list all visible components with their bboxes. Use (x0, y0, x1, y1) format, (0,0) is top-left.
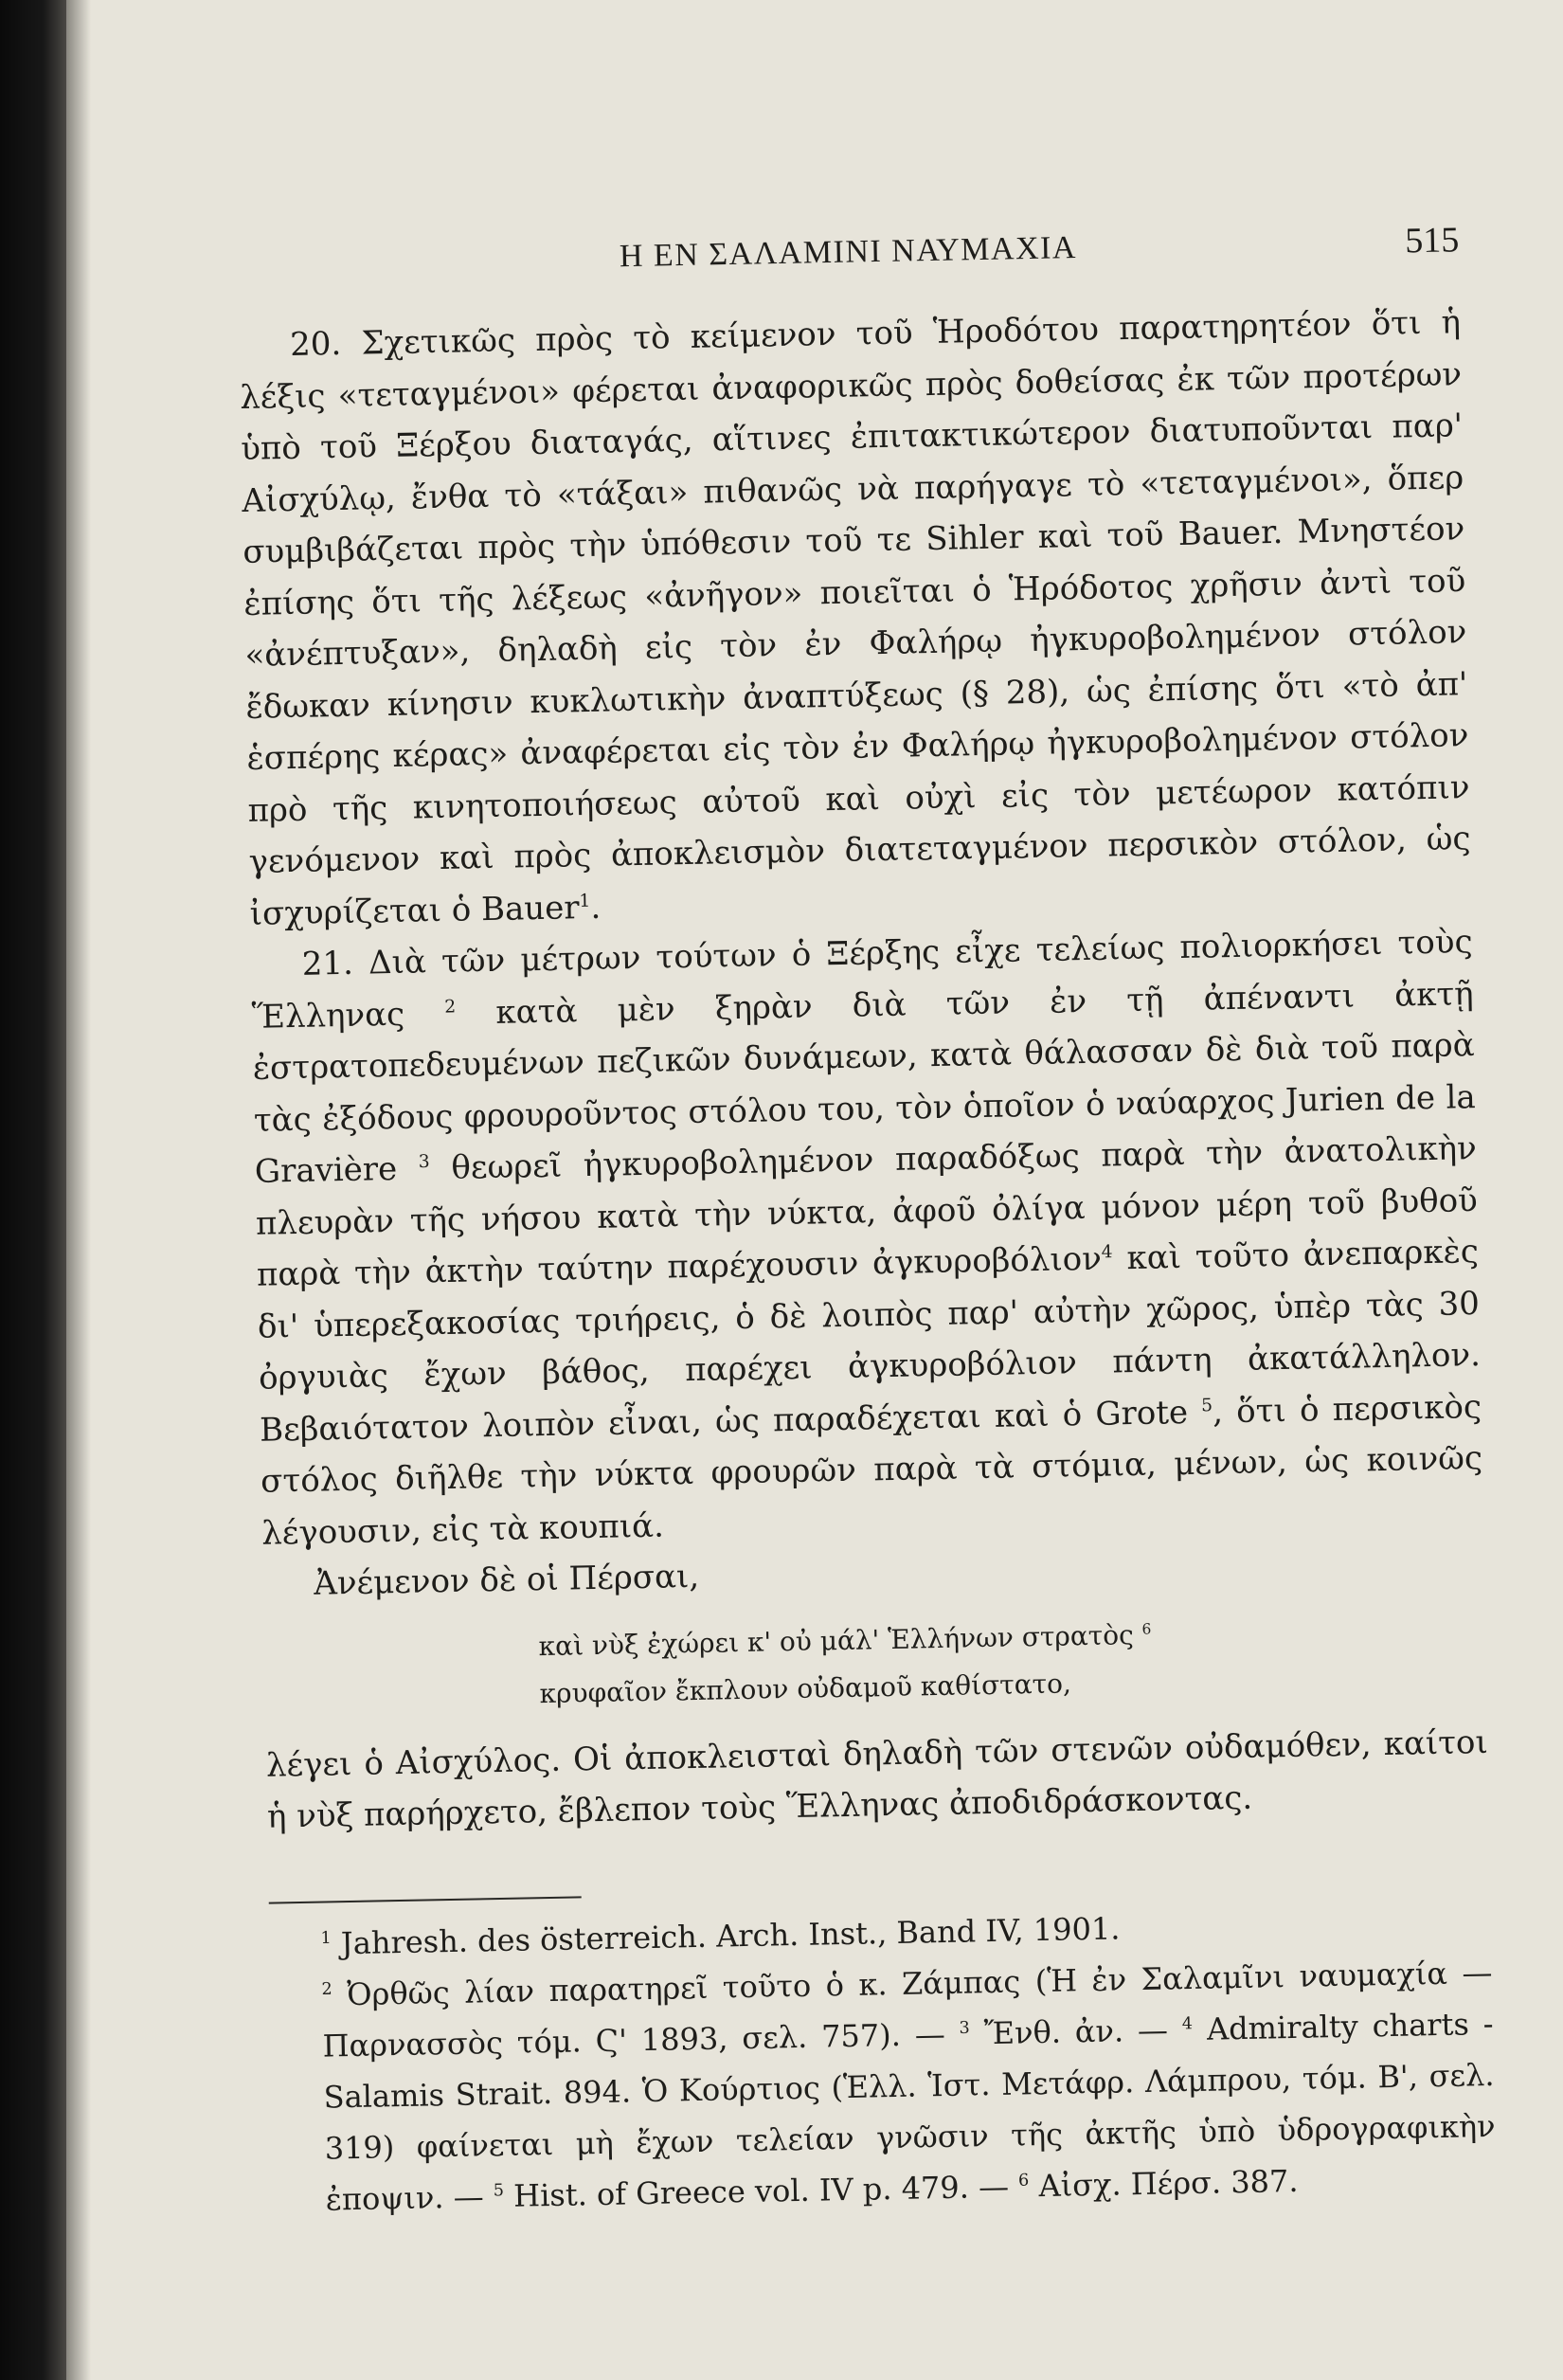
paragraph-21-part-3: θεωρεῖ ἠγκυροβολημένον παραδόξως παρὰ τὴν ἀνατολικὴν πλευρὰν τῆς νήσου κατὰ τὴν νύκτα, ἀφοῦ ὀλίγα μόνον μέρη τοῦ βυθοῦ παρὰ τὴν ἀκτὴν ταύτην παρέχουσιν ἀγκυροβόλιον (255, 1129, 1479, 1294)
footnote-6-text: Αἰσχ. Πέρσ. 387. (1038, 2162, 1299, 2204)
verse-line-2: κρυφαῖον ἔκπλουν οὐδαμοῦ καθίστατο, (539, 1667, 1072, 1709)
footnote-1-text: Jahresh. des österreich. Arch. Inst., Band IV, 1901. (340, 1909, 1121, 1961)
footnote-ref-4: 4 (1101, 1242, 1113, 1263)
paragraph-21 (250, 916, 1483, 1560)
paragraph-persians: Ἀνέμενον δὲ οἱ Πέρσαι, (313, 1557, 700, 1603)
footnote-4-text: Admiralty charts - Salamis Strait. 894. Ὁ Κούρτιος (Ἑλλ. Ἱστ. Μετάφρ. Λάμπρου, τόμ. Β', σελ. 319) φαίνεται μὴ ἔχων τελείαν γνῶσιν τῆς ἀκτῆς ὑπὸ ὑδρογραφικὴν ἐποψιν. — (323, 2005, 1496, 2218)
footnote-marker-4: 4 (1181, 2013, 1194, 2034)
paragraph-21-part-5: , ὅτι ὁ περσικὸς στόλος διῆλθε τὴν νύκτα φρουρῶν παρὰ τὰ στόμια, μένων, ὡς κοινῶς λέγουσιν, εἰς τὰ κουπιά. (260, 1387, 1483, 1553)
paragraph-21-part-2: κατὰ μὲν ξηρὰν διὰ τῶν ἐν τῇ ἀπέναντι ἀκτῇ ἐστρατοπεδευμένων πεζικῶν δυνάμεων, κατὰ θάλασσαν δὲ διὰ τοῦ παρὰ τὰς ἐξόδους φρουροῦντος στόλου του, τὸν ὁποῖον ὁ ναύαρχος Jurien de la Gravière (252, 974, 1477, 1191)
page-number: 515 (1404, 220, 1460, 261)
gutter-edge-shadow (66, 0, 91, 2380)
footnote-ref-5: 5 (1200, 1395, 1213, 1415)
paragraph-closing: λέγει ὁ Αἰσχύλος. Οἱ ἀποκλεισταὶ δηλαδὴ τῶν στενῶν οὐδαμόθεν, καίτοι ἡ νὺξ παρήρχετο, ἔβλεπον τοὺς Ἕλληνας ἀποδιδράσκοντας. (265, 1722, 1489, 1836)
footnote-marker-6: 6 (1017, 2171, 1030, 2191)
footnote-ref-2: 2 (444, 996, 457, 1018)
footnote-marker-2: 2 (321, 1979, 332, 1999)
footnotes (269, 1895, 1497, 2226)
footnote-3-text: Ἔνθ. ἀν. — (983, 2010, 1169, 2051)
footnote-2-to-6 (270, 1946, 1497, 2226)
footnote-ref-1: 1 (579, 891, 591, 911)
paragraph-20-text: 20. Σχετικῶς πρὸς τὸ κείμενον τοῦ Ἡροδότου παρατηρητέον ὅτι ἡ λέξις «τεταγμένοι» φέρεται ἀναφορικῶς πρὸς δοθείσας ἐκ τῶν προτέρων ὑπὸ τοῦ Ξέρξου διαταγάς, αἵτινες ἐπιτακτικώτερον διατυποῦνται παρ' Αἰσχύλῳ, ἔνθα τὸ «τάξαι» πιθανῶς νὰ παρήγαγε τὸ «τεταγμένοι», ὅπερ συμβιβάζεται πρὸς τὴν ὑπόθεσιν τοῦ τε Sihler καὶ τοῦ Bauer. Μνηστέον ἐπίσης ὅτι τῆς λέξεως «ἀνῆγον» ποιεῖται ὁ Ἡρόδοτος χρῆσιν ἀντὶ τοῦ «ἀνέπτυξαν», δηλαδὴ εἰς τὸν ἐν Φαλήρῳ ἠγκυροβολημένον στόλον ἔδωκαν κίνησιν κυκλωτικὴν ἀναπτύξεως (§ 28), ὡς ἐπίσης ὅτι «τὸ ἀπ' ἑσπέρης κέρας» ἀναφέρεται εἰς τὸν ἐν Φαλήρῳ ἠγκυροβολημένον στόλον πρὸ τῆς κινητοποιήσεως αὐτοῦ καὶ οὐχὶ εἰς τὸν μετέωρον κατόπιν γενόμενον καὶ πρὸς ἀποκλεισμὸν διατεταγμένον περσικὸν στόλον, ὡς ἰσχυρίζεται ὁ Bauer (239, 303, 1471, 933)
footnote-ref-3: 3 (418, 1151, 430, 1173)
book-gutter-shadow (0, 0, 66, 2380)
footnote-ref-6: 6 (1141, 1619, 1152, 1638)
footnote-marker-3: 3 (959, 2018, 970, 2038)
footnote-2-text: Ὀρθῶς λίαν παρατηρεῖ τοῦτο ὁ κ. Ζάμπας (Ἡ ἐν Σαλαμῖνι ναυμαχία — Παρνασσὸς τόμ. Ϛ' 1893, σελ. 757). — (322, 1954, 1493, 2064)
paragraph-21-part-4: καὶ τοῦτο ἀνεπαρκὲς δι' ὑπερεξακοσίας τριήρεις, ὁ δὲ λοιπὸς παρ' αὐτὴν χῶρος, ὑπὲρ τὰς 30 ὀργυιὰς ἔχων βάθος, παρέχει ἀγκυροβόλιον πάντη ἀκατάλληλον. Βεβαιότατον λοιπὸν εἶναι, ὡς παραδέχεται καὶ ὁ Grote (257, 1233, 1482, 1450)
footnote-marker-1: 1 (320, 1928, 332, 1948)
footnote-rule (269, 1896, 582, 1903)
verse-line-1-text: καὶ νὺξ ἐχώρει κ' οὐ μάλ' Ἑλλήνων στρατὸς (538, 1618, 1135, 1662)
running-title: Η ΕΝ ΣΑΛΑΜΙΝΙ ΝΑΥΜΑΧΙΑ (619, 229, 1078, 275)
paragraph-20-period: . (590, 888, 602, 927)
footnote-5-text: Hist. of Greece vol. IV p. 479. — (512, 2168, 1010, 2214)
footnote-marker-5: 5 (493, 2180, 505, 2201)
paragraph-21-part-1: 21. Διὰ τῶν μέτρων τούτων ὁ Ξέρξης εἶχε τελείως πολιορκήσει τοὺς Ἕλληνας (251, 923, 1473, 1037)
body-text (239, 297, 1490, 1843)
paragraph-20 (239, 297, 1472, 940)
verse-quotation (538, 1604, 1487, 1717)
book-page (237, 213, 1497, 2226)
page-header (237, 213, 1460, 303)
